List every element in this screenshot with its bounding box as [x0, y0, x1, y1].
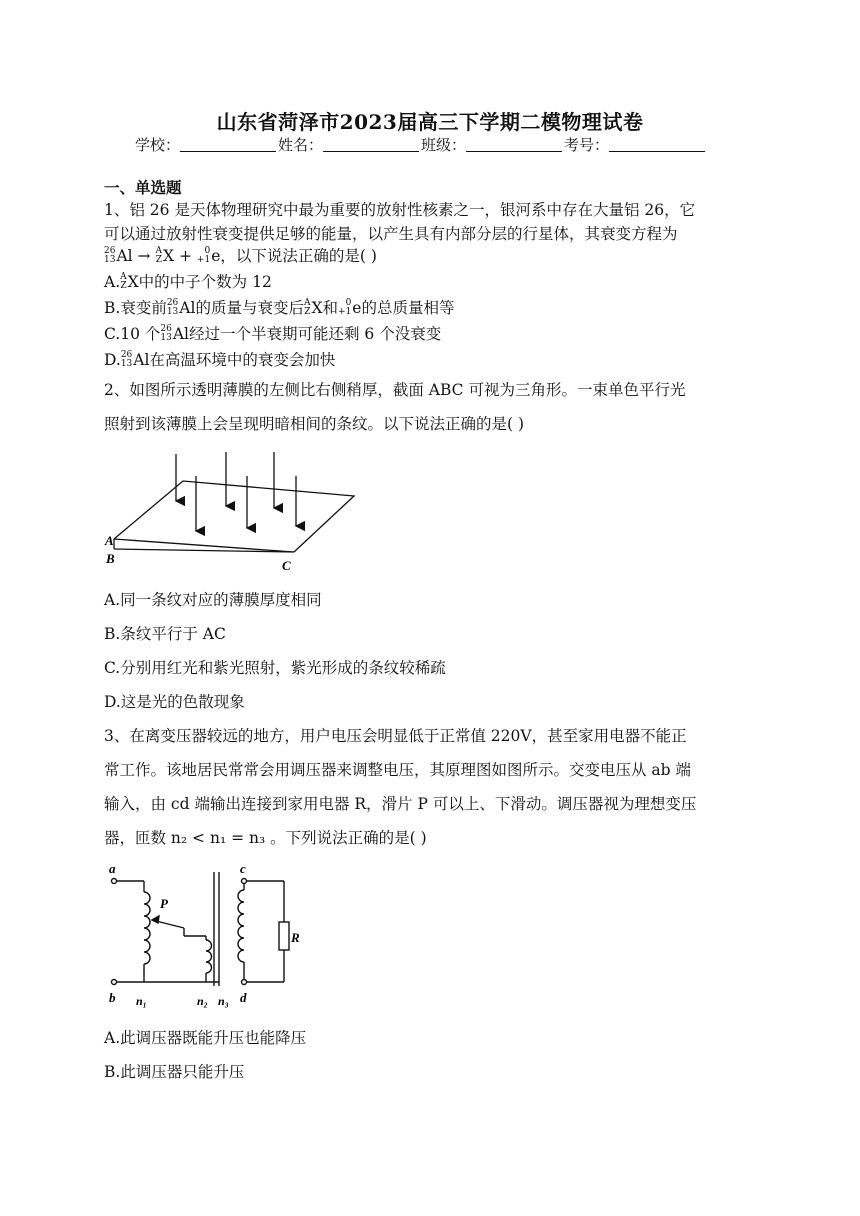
- q3-line4: 器，匝数 n₂ < n₁ = n₃ 。下列说法正确的是( ): [104, 829, 427, 847]
- class-blank[interactable]: [466, 137, 562, 152]
- q1-line3-tail: ，以下说法正确的是( ): [220, 247, 377, 265]
- q3-option-a[interactable]: A.此调压器既能升压也能降压: [104, 1029, 307, 1047]
- student-info-line: [135, 134, 707, 155]
- q3-option-b[interactable]: B.此调压器只能升压: [104, 1063, 245, 1081]
- q2-option-d[interactable]: D.这是光的色散现象: [104, 693, 245, 711]
- label-c: c: [240, 861, 246, 876]
- label-n3: n₃: [218, 994, 229, 1008]
- al-symbol: Al: [116, 247, 133, 265]
- class-label: 班级：: [421, 136, 467, 154]
- q1-equation-line: [104, 244, 377, 266]
- q1-option-c[interactable]: C.10 个 26 13 Al经过一个半衰期可能还剩 6 个没衰变: [104, 324, 442, 343]
- label-b: B: [106, 551, 115, 566]
- transformer-figure: [104, 860, 304, 1016]
- number-blank[interactable]: [609, 137, 705, 152]
- q1-line1: 1、铝 26 是天体物理研究中最为重要的放射性核素之一，银河系中存在大量铝 26，它: [104, 201, 696, 219]
- label-a: A: [105, 533, 114, 548]
- nuclide-index: 26 13: [104, 246, 116, 265]
- arrow: →: [137, 247, 151, 265]
- q3-line3: 输入，由 cd 端输出连接到家用电器 R，滑片 P 可以上、下滑动。调压器视为理想变压: [104, 795, 697, 813]
- section-heading: 一、单选题: [104, 178, 182, 197]
- label-p: P: [160, 896, 168, 911]
- number-label: 考号：: [564, 136, 610, 154]
- q2-line2: 照射到该薄膜上会呈现明暗相间的条纹。以下说法正确的是( ): [104, 415, 525, 433]
- nuclide-index: A Z: [155, 246, 162, 265]
- thin-film-figure: [104, 446, 364, 576]
- label-c: C: [282, 558, 291, 573]
- q1-option-a[interactable]: A. A Z X中的中子个数为 12: [104, 272, 272, 291]
- school-label: 学校：: [135, 136, 181, 154]
- label-n1: n₁: [136, 994, 147, 1008]
- q2-option-c[interactable]: C.分别用红光和紫光照射，紫光形成的条纹较稀疏: [104, 659, 446, 677]
- name-label: 姓名：: [278, 136, 324, 154]
- q2-option-b[interactable]: B.条纹平行于 AC: [104, 625, 226, 643]
- q1-option-b[interactable]: B.衰变前 26 13 Al的质量与衰变后 A Z X和 0 +1 e的总质量相等: [104, 298, 455, 317]
- x-symbol: X: [162, 247, 175, 265]
- name-blank[interactable]: [323, 137, 419, 152]
- q1-line2: 可以通过放射性衰变提供足够的能量，以产生具有内部分层的行星体，其衰变方程为: [104, 225, 678, 243]
- q3-line1: 3、在离变压器较远的地方，用户电压会明显低于正常值 220V，甚至家用电器不能正: [104, 727, 687, 745]
- e-symbol: e: [211, 247, 221, 265]
- label-b: b: [109, 990, 116, 1005]
- plus: +: [178, 247, 192, 265]
- q3-line2: 常工作。该地居民常常会用调压器来调整电压，其原理图如图所示。交变电压从 ab 端: [104, 761, 692, 779]
- page-title: 山东省菏泽市2023届高三下学期二模物理试卷: [216, 110, 644, 134]
- q1-option-d[interactable]: D. 26 13 Al在高温环境中的衰变会加快: [104, 350, 336, 369]
- label-n2: n₂: [197, 994, 208, 1008]
- q2-line1: 2、如图所示透明薄膜的左侧比右侧稍厚，截面 ABC 可视为三角形。一束单色平行光: [104, 381, 686, 399]
- nuclide-index: 0 +1: [196, 246, 211, 265]
- label-d: d: [240, 990, 247, 1005]
- school-blank[interactable]: [180, 137, 276, 152]
- label-a: a: [109, 861, 116, 876]
- label-r: R: [291, 930, 300, 945]
- q2-option-a[interactable]: A.同一条纹对应的薄膜厚度相同: [104, 591, 322, 609]
